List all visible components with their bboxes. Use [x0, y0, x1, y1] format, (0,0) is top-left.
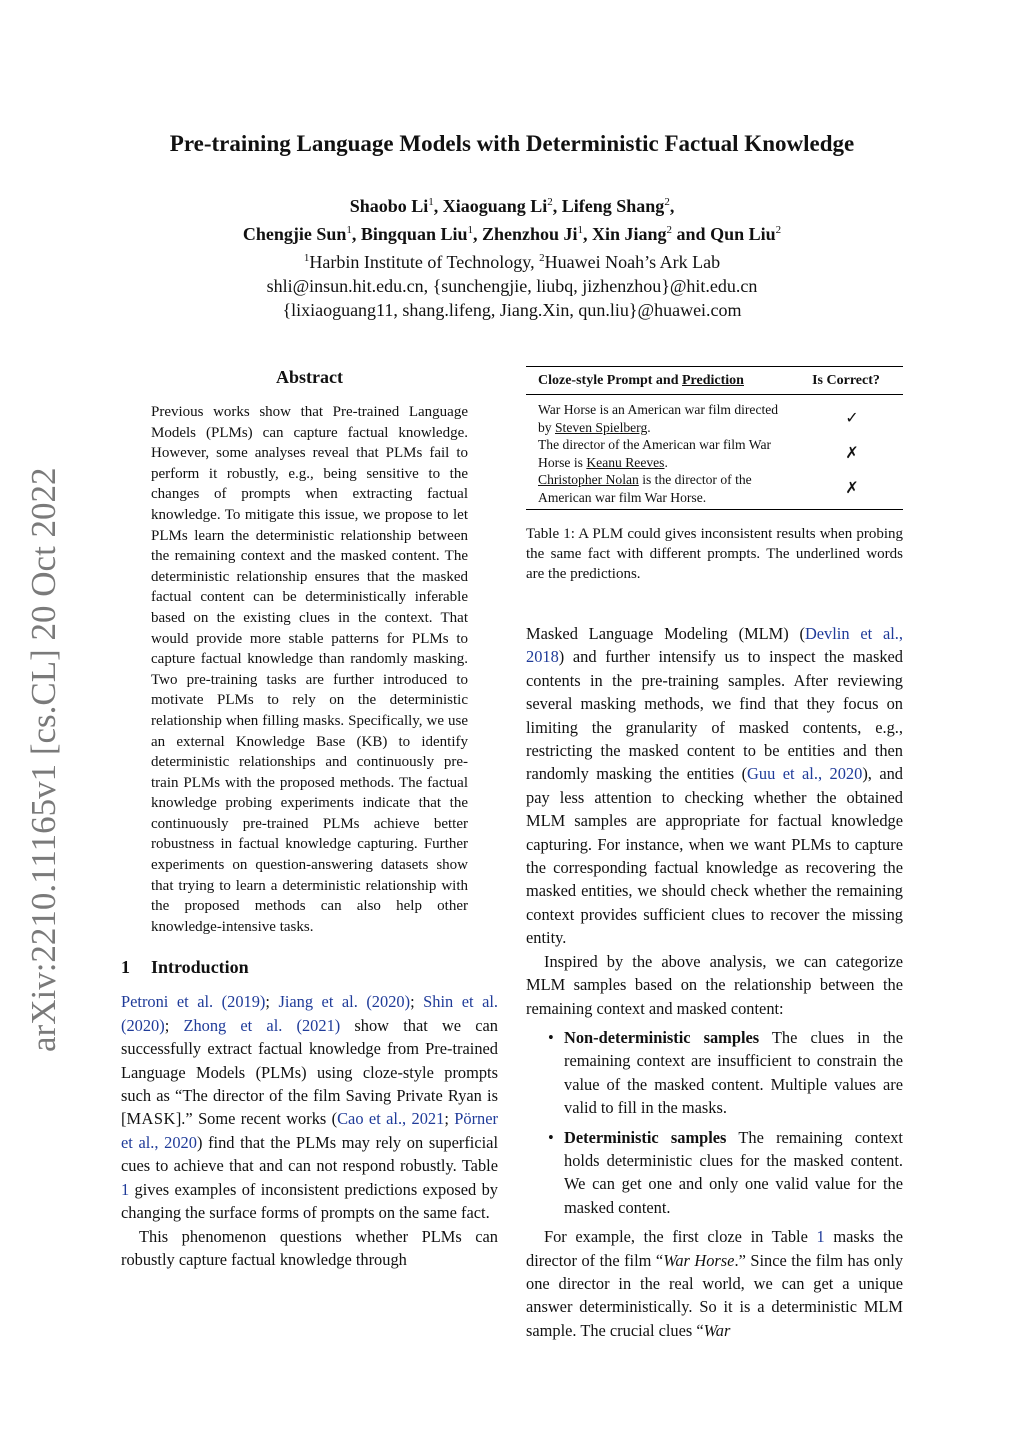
- author-name: Qun Liu: [710, 224, 776, 244]
- abstract-heading: Abstract: [276, 367, 343, 387]
- table-caption: Table 1: A PLM could gives inconsistent results when probing the same fact with different prompts. The underlined words are the predictions.: [526, 526, 903, 582]
- table-row: [526, 471, 903, 510]
- table-header-correct: Is Correct?: [795, 367, 903, 395]
- table-reference-link[interactable]: 1: [816, 1227, 825, 1247]
- cross-mark-icon: ✗: [795, 471, 903, 510]
- table-cell-prompt: War Horse is an American war film directed by Steven Spielberg.: [538, 402, 779, 435]
- citation-link[interactable]: Jiang et al. (2020): [278, 992, 411, 1012]
- abstract-text: Previous works show that Pre-trained Language Models (PLMs) can capture factual knowledge. However, some analyses reveal that PLMs fail to perform it robustly, e.g., being sensitive to the changes of prompts when extracting factual knowledge. To mitigate this issue, we propose to let PLMs learn the deterministic relationship between the remaining context and the masked content. The deterministic relationship ensures that the masked factual content can be deterministically inferable based on the existing clues in the context. That would provide more stable patterns for PLMs to capture factual knowledge than randomly masking. Two pre-training tasks are further introduced to motivate PLMs to rely on the deterministic relationship when filling masks. Specifically, we use an external Knowledge Base (KB) to identify deterministic relationships and continuously pre-train PLMs with the proposed methods. The factual knowledge probing experiments indicate that the continuously pre-trained PLMs achieve better robustness in factual knowledge capturing. Further experiments on question-answering datasets show that trying to learn a deterministic relationship with the proposed methods can also help other knowledge-intensive tasks.: [151, 404, 468, 935]
- author-name: Shaobo Li: [349, 196, 429, 216]
- list-item: • Deterministic samples The remaining context holds deterministic clues for the masked content. We can get one and only one valid value for the masked content.: [548, 1127, 903, 1217]
- bullet-icon: •: [548, 1027, 554, 1047]
- author-name: Xin Jiang: [592, 224, 667, 244]
- table-reference-link[interactable]: 1: [121, 1179, 130, 1199]
- table-1: [526, 366, 903, 510]
- author-line-1: Shaobo Li$^1$, Xiaoguang Li$^2$, Lifeng Shang$^2$,: [349, 196, 675, 216]
- left-column: [121, 364, 498, 1271]
- right-column: [526, 364, 903, 1342]
- arxiv-identifier: arXiv:2210.11165v1 [cs.CL] 20 Oct 2022: [24, 467, 63, 1053]
- citation-link[interactable]: Pörner et al., 2020: [121, 1109, 498, 1152]
- citation-link[interactable]: Zhong et al. (2021): [183, 1015, 341, 1035]
- email-line-2: {lixiaoguang11, shang.lifeng, Jiang.Xin, qun.liu}@huawei.com: [282, 300, 742, 320]
- affiliations: $^1$Harbin Institute of Technology, $^2$Huawei Noah’s Ark Lab: [303, 252, 721, 272]
- author-name: Bingquan Liu: [360, 224, 468, 244]
- bullet-icon: •: [548, 1127, 554, 1147]
- table-row: [526, 436, 903, 471]
- sample-type-list: [526, 1026, 903, 1219]
- intro-paragraph-1: Petroni et al. (2019); Jiang et al. (2020); Shin et al. (2020); Zhong et al. (2021) show that we can successfully extract factual knowledge from Pre-trained Language Models (PLMs) using cloze-style prompts such as “The director of the film Saving Private Ryan is [MASK].” Some recent works (Cao et al., 2021; Pörner et al., 2020) find that the PLMs may rely on superficial cues to achieve that and can not respond robustly. Table 1 gives examples of inconsistent predictions exposed by changing the surface forms of prompts on the same fact.: [121, 992, 498, 1223]
- paper-title: Pre-training Language Models with Deterministic Factual Knowledge: [169, 131, 855, 156]
- author-name: Chengjie Sun: [242, 224, 347, 244]
- right-paragraph-1: Masked Language Modeling (MLM) (Devlin et al., 2018) and further intensify us to inspect the masked contents in the pre-training samples. After reviewing several masking methods, we find that they focus on limiting the granularity of masked contents, e.g., restricting the masked content to be entities and then randomly masking the entities (Guu et al., 2020), and pay less attention to checking whether the obtained MLM samples are appropriate for factual knowledge capturing. For instance, when we want PLMs to capture the corresponding factual knowledge as recovering the masked entities, we should check whether the remaining context provides sufficient clues to recover the missing entity.: [526, 624, 903, 948]
- cross-mark-icon: ✗: [845, 444, 859, 462]
- right-paragraph-2: Inspired by the above analysis, we can categorize MLM samples based on the relationship between the remaining context and masked content:: [526, 951, 903, 1018]
- table-row: [526, 395, 903, 437]
- author-block: [100, 190, 924, 322]
- list-item: • Non-deterministic samples The clues in the remaining context are insufficient to constrain the value of the masked content. Multiple values are valid to fill in the masks.: [548, 1027, 903, 1118]
- intro-paragraph-2: This phenomenon questions whether PLMs can robustly capture factual knowledge through: [121, 1226, 498, 1269]
- table-header-prompt: Cloze-style Prompt and Prediction: [526, 367, 795, 395]
- section-heading-introduction: 1 Introduction: [121, 957, 249, 978]
- citation-link[interactable]: Shin et al. (2020): [121, 992, 498, 1035]
- table-cell-prompt: The director of the American war film War Horse is Keanu Reeves.: [538, 437, 772, 470]
- author-name: Xiaoguang Li: [442, 196, 548, 216]
- citation-link[interactable]: Devlin et al., 2018: [526, 624, 903, 667]
- citation-link[interactable]: Cao et al., 2021: [337, 1109, 445, 1129]
- author-name: Lifeng Shang: [561, 196, 665, 216]
- citation-link[interactable]: Petroni et al. (2019): [121, 992, 266, 1012]
- mask-token: MASK: [126, 1109, 176, 1129]
- table-cell-prompt: Christopher Nolan is the director of the American war film War Horse.: [526, 471, 795, 510]
- right-paragraph-3: For example, the first cloze in Table 1 masks the director of the film “War Horse.” Since the film has only one director in the real world, we can get a unique answer deterministically. So it is a deterministic MLM sample. The crucial clues “War: [526, 1227, 904, 1340]
- author-name: Zhenzhou Ji: [481, 224, 578, 244]
- check-mark-icon: ✓: [845, 409, 859, 427]
- author-line-2: Chengjie Sun$^1$, Bingquan Liu$^1$, Zhenzhou Ji$^1$, Xin Jiang$^2$ and Qun Liu$^2$: [242, 224, 782, 244]
- email-line-1: shli@insun.hit.edu.cn, {sunchengjie, liubq, jizhenzhou}@hit.edu.cn: [266, 276, 758, 296]
- citation-link[interactable]: Guu et al., 2020: [747, 764, 863, 784]
